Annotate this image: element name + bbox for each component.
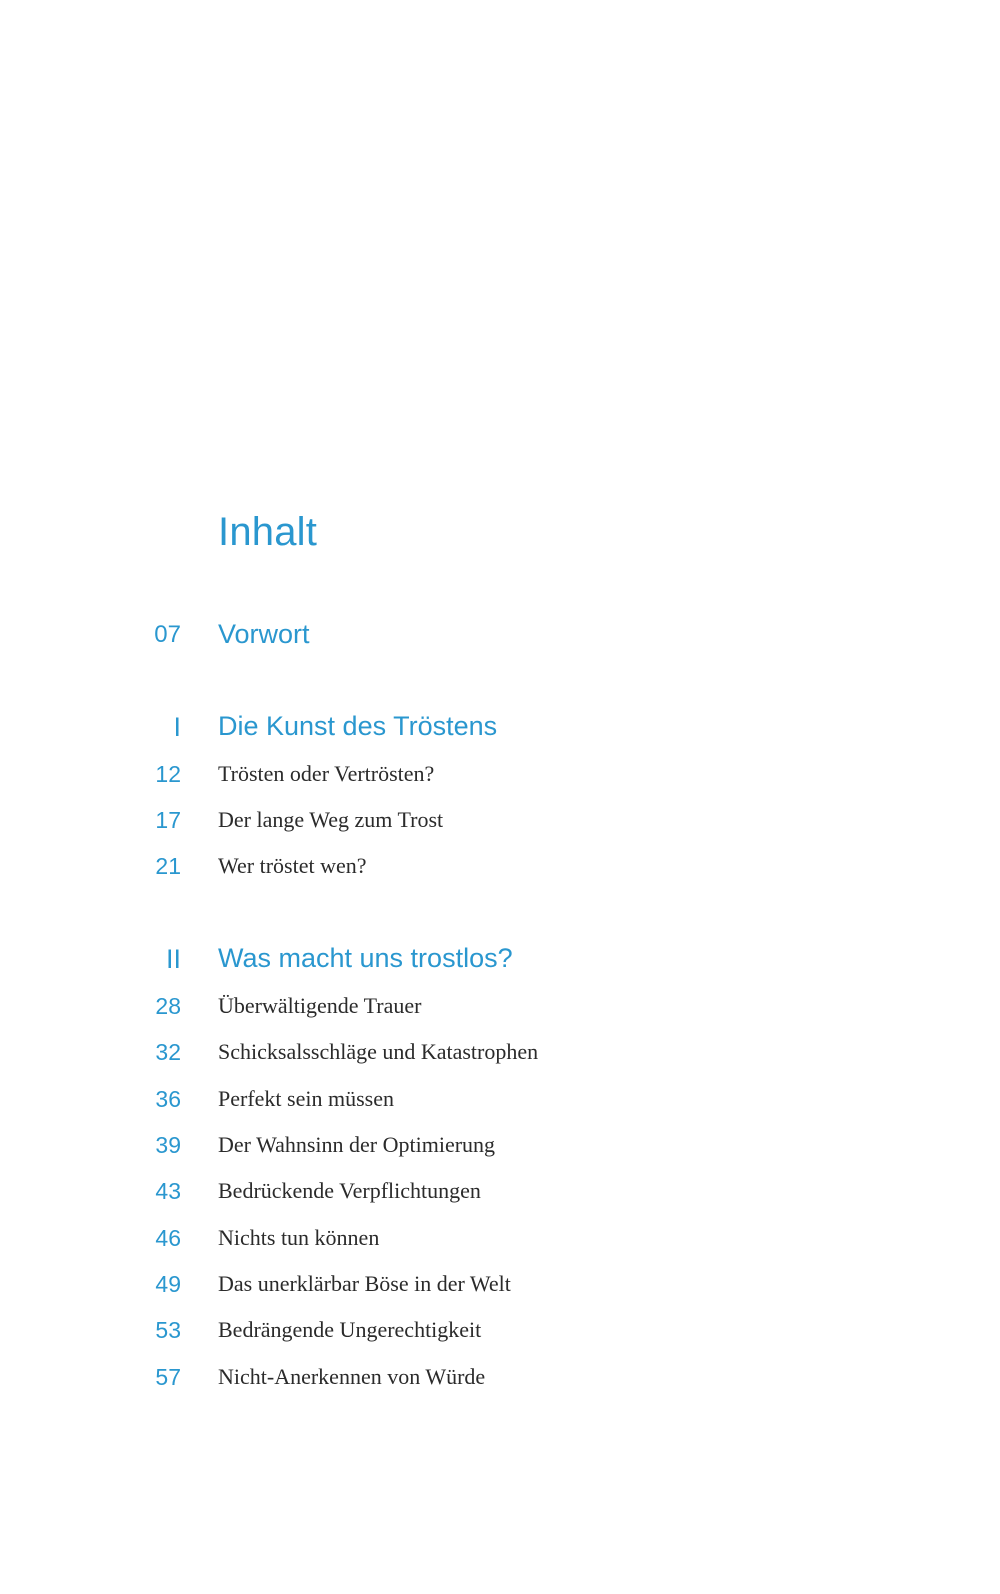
- toc-page-number: 39: [155, 1132, 181, 1158]
- toc-entry-label: Schicksalsschläge und Katastrophen: [218, 1039, 539, 1064]
- toc-page-number: 43: [155, 1178, 181, 1204]
- toc-entry[interactable]: [0, 1125, 1000, 1165]
- toc-page-number: 28: [155, 993, 181, 1019]
- toc-page-number: 46: [155, 1225, 181, 1251]
- toc-page-number: 53: [155, 1317, 181, 1343]
- toc-entry[interactable]: [0, 1032, 1000, 1072]
- toc-entry-label: Nichts tun können: [218, 1225, 380, 1250]
- toc-entry[interactable]: [0, 754, 1000, 794]
- toc-entry[interactable]: [0, 1079, 1000, 1119]
- toc-title: Inhalt: [218, 510, 318, 554]
- toc-entry-label: Das unerklärbar Böse in der Welt: [218, 1271, 511, 1296]
- toc-part-title: Die Kunst des Tröstens: [218, 711, 498, 741]
- toc-entry[interactable]: [0, 1264, 1000, 1304]
- toc-entry-label: Bedrückende Verpflichtungen: [218, 1178, 481, 1203]
- toc-part-number: II: [165, 944, 181, 974]
- toc-entry[interactable]: [0, 800, 1000, 840]
- toc-entry-label: Wer tröstet wen?: [218, 853, 367, 878]
- toc-preface-row[interactable]: [0, 614, 1000, 654]
- toc-page-number: 17: [155, 807, 181, 833]
- toc-entry-label: Überwältigende Trauer: [218, 993, 422, 1018]
- toc-entry[interactable]: [0, 1357, 1000, 1397]
- toc-entry[interactable]: [0, 1218, 1000, 1258]
- toc-page-number: 36: [155, 1086, 181, 1112]
- toc-page-number: 12: [155, 761, 181, 787]
- toc-entry-label: Der Wahnsinn der Optimierung: [218, 1132, 496, 1157]
- toc-entry[interactable]: [0, 986, 1000, 1026]
- toc-page-number: 07: [154, 621, 181, 648]
- toc-page-number: 21: [155, 853, 181, 879]
- toc-page-number: 32: [155, 1039, 181, 1065]
- toc-entry[interactable]: [0, 1310, 1000, 1350]
- toc-part-title: Was macht uns trostlos?: [218, 943, 513, 973]
- toc-part-number: I: [173, 712, 181, 742]
- toc-entry[interactable]: [0, 1171, 1000, 1211]
- toc-entry[interactable]: [0, 846, 1000, 886]
- toc-part-heading[interactable]: [0, 706, 1000, 746]
- toc-preface-label: Vorwort: [218, 619, 310, 649]
- toc-entry-label: Der lange Weg zum Trost: [218, 807, 444, 832]
- toc-page-number: 57: [155, 1364, 181, 1390]
- toc-entry-label: Trösten oder Vertrösten?: [218, 761, 435, 786]
- toc-entry-label: Nicht-Anerkennen von Würde: [218, 1364, 486, 1389]
- toc-entry-label: Perfekt sein müssen: [218, 1086, 394, 1111]
- toc-entry-label: Bedrängende Ungerechtigkeit: [218, 1317, 482, 1342]
- toc-page-number: 49: [155, 1271, 181, 1297]
- toc-part-heading[interactable]: [0, 938, 1000, 978]
